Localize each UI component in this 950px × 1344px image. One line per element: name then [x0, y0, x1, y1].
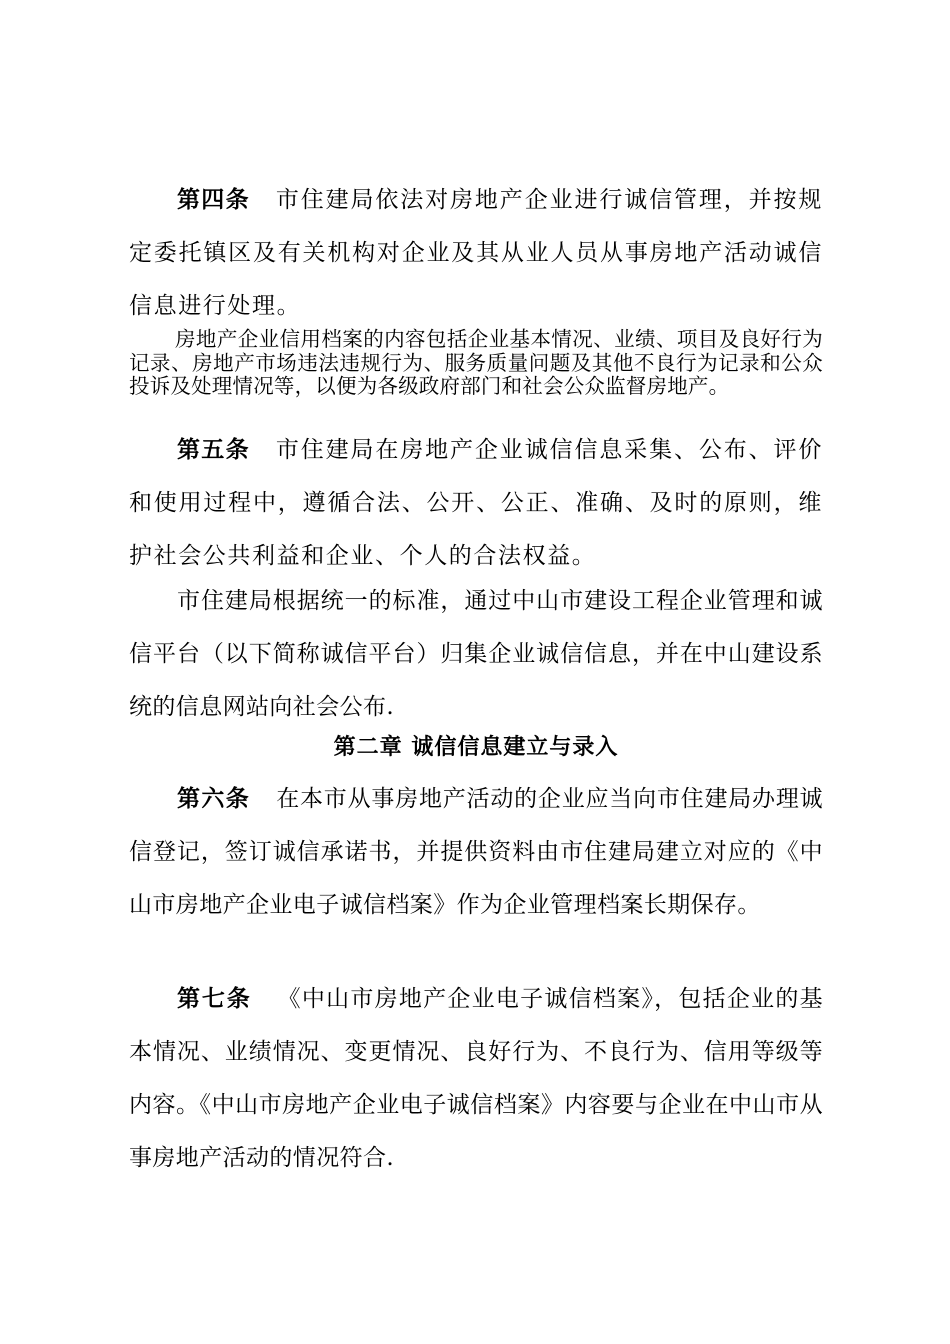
- article-6-paragraph: [129, 773, 823, 932]
- article-7-paragraph: [129, 973, 823, 1185]
- article-4-paragraph: [129, 174, 823, 333]
- chapter-2-title: 第二章 诚信信息建立与录入: [333, 735, 619, 760]
- article-4-note-paragraph: 房地产企业信用档案的内容包括企业基本情况、业绩、项目及良好行为记录、房地产市场违法违规行为、服务质量问题及其他不良行为记录和公众投诉及处理情况等，以便为各级政府部门和社会公众监督房地产。: [129, 327, 823, 398]
- article-5-text: 市住建局在房地产企业诚信信息采集、公布、评价和使用过程中，遵循合法、公开、公正、准确、及时的原则，维护社会公共利益和企业、个人的合法权益。: [129, 437, 824, 569]
- article-6-text: 在本市从事房地产活动的企业应当向市住建局办理诚信登记，签订诚信承诺书，并提供资料由市住建局建立对应的《中山市房地产企业电子诚信档案》作为企业管理档案长期保存。: [129, 786, 824, 918]
- article-4-label: 第四条: [177, 187, 250, 213]
- article-5-paragraph: [129, 424, 823, 583]
- article-5-label: 第五条: [177, 437, 250, 463]
- article-7-text: 《中山市房地产企业电子诚信档案》，包括企业的基本情况、业绩情况、变更情况、良好行为、不良行为、信用等级等内容。《中山市房地产企业电子诚信档案》内容要与企业在中山市从事房地产活动的情况符合.: [129, 986, 824, 1171]
- article-5-second-paragraph: 市住建局根据统一的标准，通过中山市建设工程企业管理和诚信平台（以下简称诚信平台）归集企业诚信信息，并在中山建设系统的信息网站向社会公布.: [129, 588, 823, 720]
- article-7-label: 第七条: [177, 986, 252, 1012]
- article-4-text: 市住建局依法对房地产企业进行诚信管理，并按规定委托镇区及有关机构对企业及其从业人员从事房地产活动诚信信息进行处理。: [129, 187, 824, 319]
- article-6-label: 第六条: [177, 786, 251, 812]
